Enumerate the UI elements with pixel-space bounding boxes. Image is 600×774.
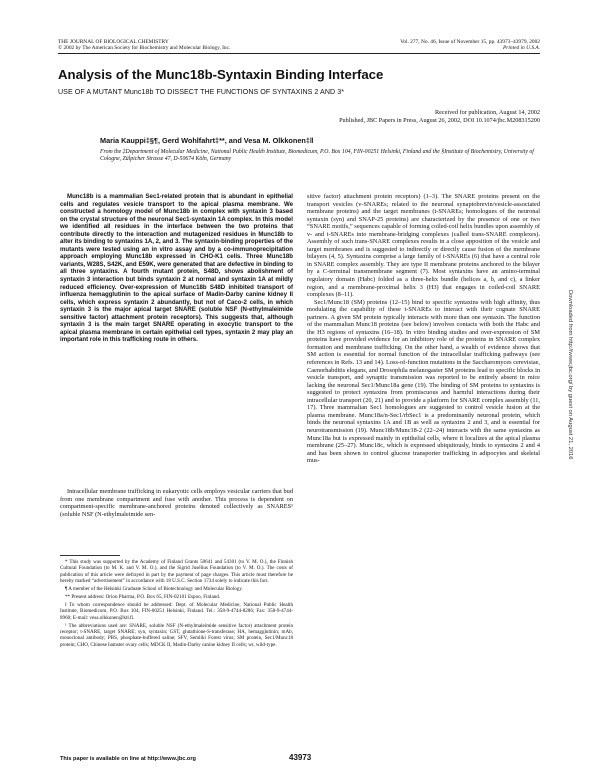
header-rule (58, 53, 540, 54)
download-watermark (567, 290, 580, 710)
body-paragraph: sitive factor) attachment protein receptors) (1–3). The SNARE proteins present on the transport vesicles (v-SNAREs; related to the neuronal synaptobrevin/vesicle-associated membrane proteins) and the target membranes (t-SNAREs; homologues of the neuronal syntaxin (syn) and SNAP-25 proteins) are characterized by the presence of one or two “SNARE motifs,” sequences capable of forming coiled-coil helix bundles upon assembly of v- and t-SNAREs into membrane-bridging complexes (called trans-SNARE complexes). Assembly of such trans-SNARE complexes results in a close apposition of the vesicle and target membranes and is suggested to indirectly or directly cause fusion of the membrane bilayers (4, 5). Syntaxins comprise a large family of t-SNAREs (6) that have a central role in SNARE complex assembly. They are type II membrane proteins anchored to the bilayer by a C-terminal transmembrane segment (7). Most syntaxins have an amino-terminal regulatory domain (Habc) folded as a three-helix bundle (helices a, b, and c), a linker region, and a membrane-proximal helix 3 (H3) that engages in coiled-coil SNARE complexes (8–11). (307, 193, 540, 299)
right-column (307, 193, 540, 465)
article-subtitle: USE OF A MUTANT Munc18b TO DISSECT THE FUNCTIONS OF SYNTAXINS 2 AND 3* (58, 88, 344, 96)
page-number: 43973 (289, 753, 312, 762)
footnote-rule (60, 555, 120, 556)
footnote-abbreviations: ¹ The abbreviations used are: SNARE, soluble NSF (N-ethylmaleimide sensitive factor) attachment protein receptor; t-SNARE, target SNARE; syn, syntaxin; GST, glutathione-S-transferase; HA, hemagglutinin; mAb, monoclonal antibody; PBS, phosphate-buffered saline; SFV, Semliki Forest virus; SM protein, Sec1/Munc18 protein; CHO, Chinese hamster ovary cells; MDCK II, Madin-Darby canine kidney II cells; wt, wild-type. (60, 622, 293, 648)
issue-header (320, 39, 540, 52)
affiliation: From the ‡Department of Molecular Medicine, National Public Health Institute, Biomedicum, P.O. Box 104, FIN-00251 Helsinki, Finland and the §Institute of Biochemistry, University of Cologne, Zülpicher Strasse 47, D-50674 Köln, Germany (100, 149, 534, 163)
download-note: Downloaded from http://www.jbc.org/ by guest on August 21, 2016 (567, 290, 573, 460)
author-list: Maria Kauppi‡§¶, Gerd Wohlfahrt‡**, and Vesa M. Olkkonen‡‖ (100, 136, 314, 145)
article-title: Analysis of the Munc18b-Syntaxin Binding Interface (58, 67, 384, 82)
body-paragraph: Sec1/Munc18 (SM) proteins (12–15) bind to specific syntaxins with high affinity, thus modulating the capability of these t-SNAREs to interact with their cognate SNARE partners. A given SM protein typically interacts with more than one syntaxin. The function of the mammalian Munc18 proteins (see below) involves contacts with both the Habc and the H3 regions of syntaxins (16–18). In vitro binding studies and over-expression of SM proteins have provided evidence for an inhibitory role of the proteins in SNARE complex formation and membrane trafficking. On the other hand, a wealth of evidence shows that SM action is essential for normal function of the intracellular trafficking pathways (see references in Refs. 13 and 14). Loss-of-function mutations in the Saccharomyces cerevisiae, Caenorhabditis elegans, and Drosophila melanogaster SM proteins lead to specific blocks in vesicle transport, and synaptic transmission was reported to be entirely absent in mice lacking the neuronal Sec1/Munc18a gene (19). The binding of SM proteins to syntaxins is suggested to protect syntaxins from promiscuous and harmful interactions during their intracellular transport (20, 21) and to provide a platform for SNARE complex assembly (11, 17). Three mammalian Sec1 homologues are suggested to control vesicle fusion at the plasma membrane. Munc18a/n-Sec1/rbSec1 is a predominantly neuronal protein, which binds the neuronal syntaxins 1A and 1B as well as syntaxins 2 and 3, and is essential for neurotransmission (19). Munc18b/Munc18-2 (22–24) interacts with the same syntaxins as Munc18a but is expressed mainly in epithelial cells, where it localizes at the apical plasma membrane (25–27). Munc18c, which is expressed ubiquitously, binds to syntaxins 2 and 4 and has been shown to control glucose transporter trafficking in adipocytes and skeletal mus- (307, 298, 540, 465)
availability-note: This paper is available on line at http://www.jbc.org (60, 756, 196, 762)
footnotes (60, 559, 293, 650)
intro-paragraph: Intracellular membrane trafficking in eukaryotic cells employs vesicular carriers that bud from one membrane compartment and fuse with another. This process is dependent on compartment-specific membrane-anchored proteins denoted collectively as SNARES¹ (soluble NSF (N-ethylmaleimide sen- (60, 488, 293, 518)
published-line: Published, JBC Papers in Press, August 26, 2002, DOI 10.1074/jbc.M208315200 (339, 117, 540, 124)
footnote-funding: * This study was supported by the Academy of Finland Grants 50641 and 54301 (to V. M. O.), the Finnish Cultural Foundation (to M. K. and V. M. O.), and the Sigrid Jusélius Foundation (to V. M. O.). The costs of publication of this article were defrayed in part by the payment of page charges. This article must therefore be hereby marked “advertisement” in accordance with 18 U.S.C. Section 1734 solely to indicate this fact. (60, 559, 293, 585)
received-line: Received for publication, August 14, 2002 (435, 109, 540, 116)
received-dates (140, 109, 540, 125)
footnote-member: ¶ A member of the Helsinki Graduate School of Biotechnology and Molecular Biology. (65, 586, 243, 593)
copyright-line: © 2002 by The American Society for Biochemistry and Molecular Biology, Inc. (58, 45, 231, 52)
introduction (60, 488, 293, 518)
abstract-text: Munc18b is a mammalian Sec1-related protein that is abundant in epithelial cells and regulates vesicle transport to the apical plasma membrane. We constructed a homology model of Munc18b in complex with syntaxin 3 based on the crystal structure of the neuronal Sec1-syntaxin 1A complex. In this model we identified all residues in the interface between the two proteins that contribute directly to the interaction and mutagenized residues in Munc18b to alter its binding to syntaxins 1A, 2, and 3. The syntaxin-binding properties of the mutants were tested using an in vitro assay and by a co-immunoprecipitation approach employing Munc18b expressed in CHO-K1 cells. Three Munc18b variants, W28S, S42K, and E59K, were generated that are defective in binding to all three syntaxins. A fourth mutant protein, S48D, shows abolishment of syntaxin 3 interaction but binds syntaxin 2 at normal and syntaxin 1A at mildly reduced efficiency. Over-expression of Munc18b S48D inhibited transport of influenza hemagglutinin to the apical surface of Madin-Darby canine kidney II cells, which express syntaxin 2 abundantly, but not of Caco-2 cells, in which syntaxin 3 is the major apical target SNARE (soluble NSF (N-ethylmaleimide sensitive factor) attachment protein receptors). This suggests that, although syntaxin 3 is the main target SNARE operating in exocytic transport to the apical plasma membrane in certain epithelial cell types, syntaxin 2 may play an important role in this trafficking route in others. (60, 193, 293, 344)
footnote-address: ** Present address: Orion Pharma, P.O. Box 65, FIN-02101 Espoo, Finland. (65, 594, 221, 601)
volume-line: Vol. 277, No. 46, Issue of November 15, pp. 43973–43979, 2002 (400, 39, 540, 45)
footnote-correspondence: ‖ To whom correspondence should be addressed: Dept. of Molecular Medicine, National Public Health Institute, Biomedicum, P.O. Box 104, FIN-00251 Helsinki, Finland. Tel.: 358-9-4744-8286; Fax: 358-9-4744-8960; E-mail: vesa.olkkonen@ktl.fi. (60, 601, 293, 621)
journal-name: THE JOURNAL OF BIOLOGICAL CHEMISTRY (58, 39, 169, 45)
journal-header (58, 39, 298, 52)
abstract (60, 193, 293, 344)
printed-in: Printed in U.S.A. (503, 45, 540, 52)
